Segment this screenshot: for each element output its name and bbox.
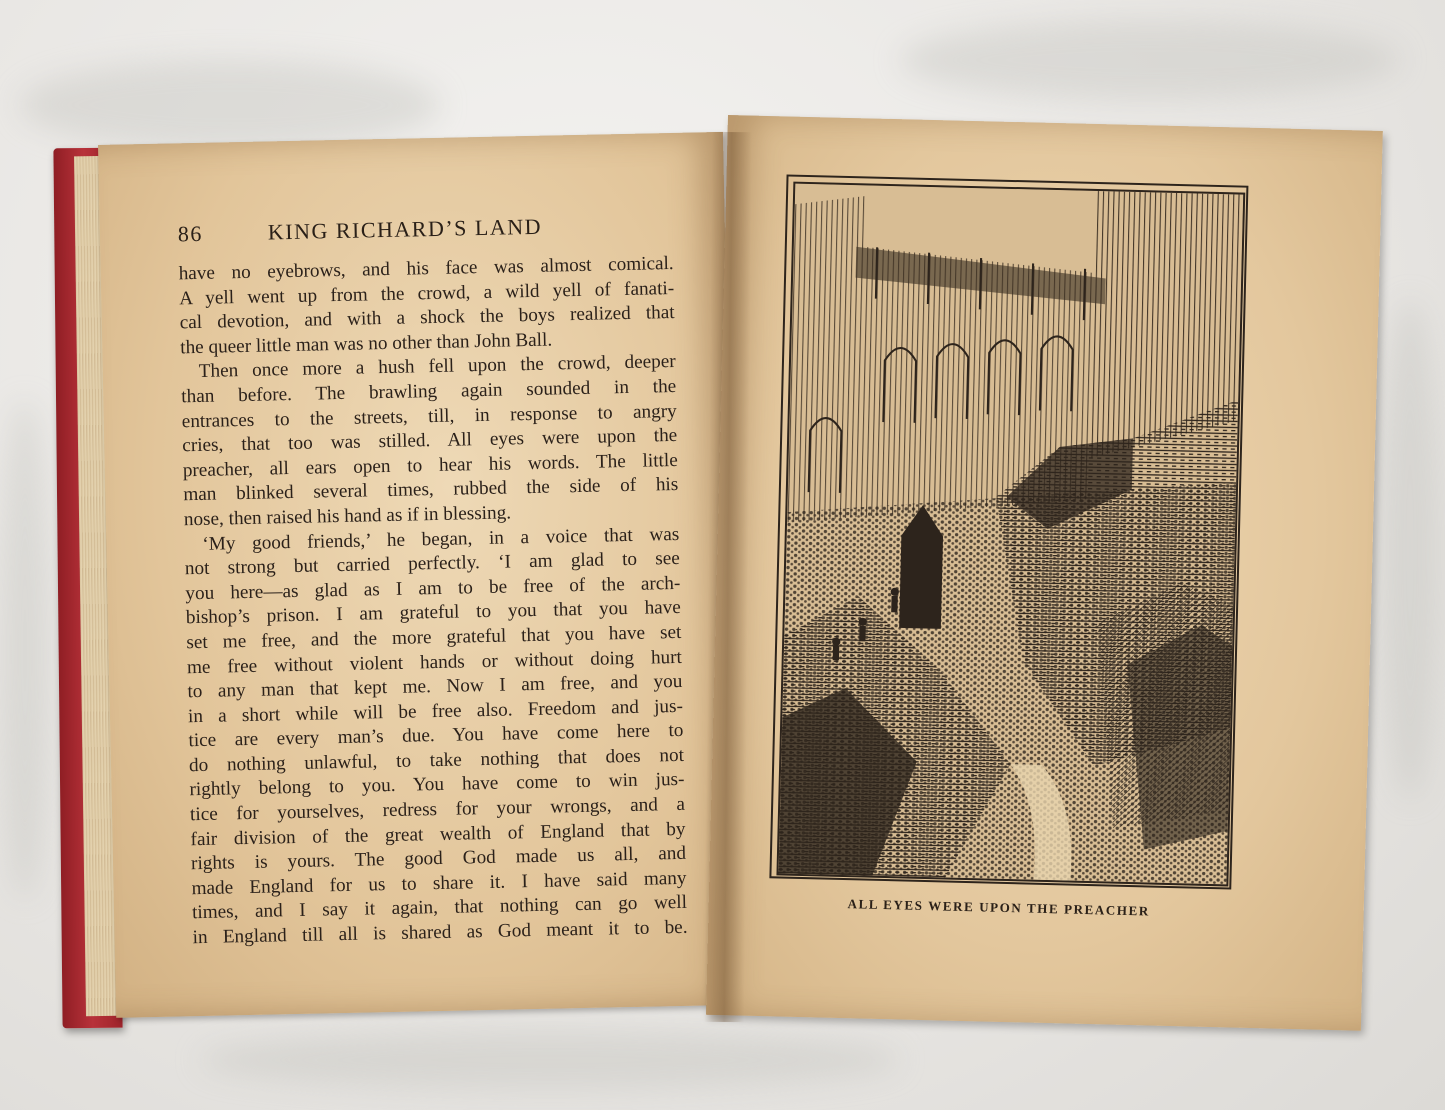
text-line: have no eyebrows, and his face was almost comical. bbox=[178, 252, 674, 285]
running-head bbox=[178, 210, 698, 247]
cloth-fold bbox=[0, 400, 50, 900]
text-line: you here—as glad as I am to be free of the arch- bbox=[185, 572, 681, 604]
text-line: set me free, and the more grateful that you have set bbox=[186, 621, 682, 654]
text-line: tice are every man’s due. You have come here to bbox=[188, 720, 684, 752]
text-line: than before. The brawling again sounded in the bbox=[181, 375, 677, 408]
text-line: nose, then raised his hand as if in blessing. bbox=[183, 502, 512, 531]
text-line: do nothing unlawful, to take nothing that does not bbox=[188, 744, 685, 777]
page-number: 86 bbox=[177, 220, 204, 247]
text-line: preacher, all ears open to hear his words. The little bbox=[182, 449, 678, 482]
text-line: made England for us to share it. I have said many bbox=[191, 867, 687, 900]
text-line: in a short while will be free also. Freedom and jus- bbox=[187, 695, 684, 727]
illustration-caption: ALL EYES WERE UPON THE PREACHER bbox=[847, 896, 1151, 919]
text-line: A yell went up from the crowd, a wild yell of fanati- bbox=[179, 277, 675, 309]
text-line: times, and I say it again, that nothing can go well bbox=[191, 892, 688, 924]
text-line: bishop’s prison. I am grateful to you that you have bbox=[185, 597, 682, 629]
text-line: fair division of the great wealth of England that by bbox=[190, 818, 686, 850]
left-page bbox=[98, 132, 741, 1018]
body-text bbox=[178, 252, 687, 951]
gutter-shadow bbox=[704, 132, 752, 1022]
right-page bbox=[706, 115, 1383, 1031]
cloth-fold bbox=[1380, 300, 1440, 800]
text-line: tice for yourselves, redress for your wrongs, and a bbox=[189, 793, 686, 826]
text-line: entrances to the streets, till, in response to angry bbox=[181, 400, 677, 432]
text-line: cal devotion, and with a shock the boys realized that bbox=[179, 302, 675, 334]
text-line: Then once more a hush fell upon the crowd, deeper bbox=[198, 351, 676, 383]
text-line: cries, that too was stilled. All eyes were upon the bbox=[182, 425, 678, 457]
illustration-frame bbox=[769, 174, 1248, 889]
text-line: me free without violent hands or without doing hurt bbox=[186, 646, 683, 678]
book-title: KING RICHARD’S LAND bbox=[267, 213, 543, 245]
text-line: rights is yours. The good God made us all, and bbox=[190, 843, 687, 875]
text-line: in England till all is shared as God meant it to be. bbox=[192, 916, 688, 949]
text-line: to any man that kept me. Now I am free, and you bbox=[187, 670, 683, 703]
cloth-fold bbox=[900, 20, 1400, 100]
cloth-fold bbox=[200, 1030, 900, 1090]
text-line: not strong but carried perfectly. ‘I am glad to see bbox=[184, 548, 681, 580]
text-line: rightly belong to you. You have come to win jus- bbox=[189, 769, 685, 801]
crowd-engraving-icon bbox=[778, 184, 1243, 885]
open-book bbox=[58, 112, 1388, 1017]
text-line: the queer little man was no other than John Ball. bbox=[180, 329, 553, 359]
text-line: ‘My good friends,’ he began, in a voice that was bbox=[202, 523, 680, 555]
illustration bbox=[776, 182, 1245, 887]
text-line: man blinked several times, rubbed the side of his bbox=[183, 474, 679, 506]
